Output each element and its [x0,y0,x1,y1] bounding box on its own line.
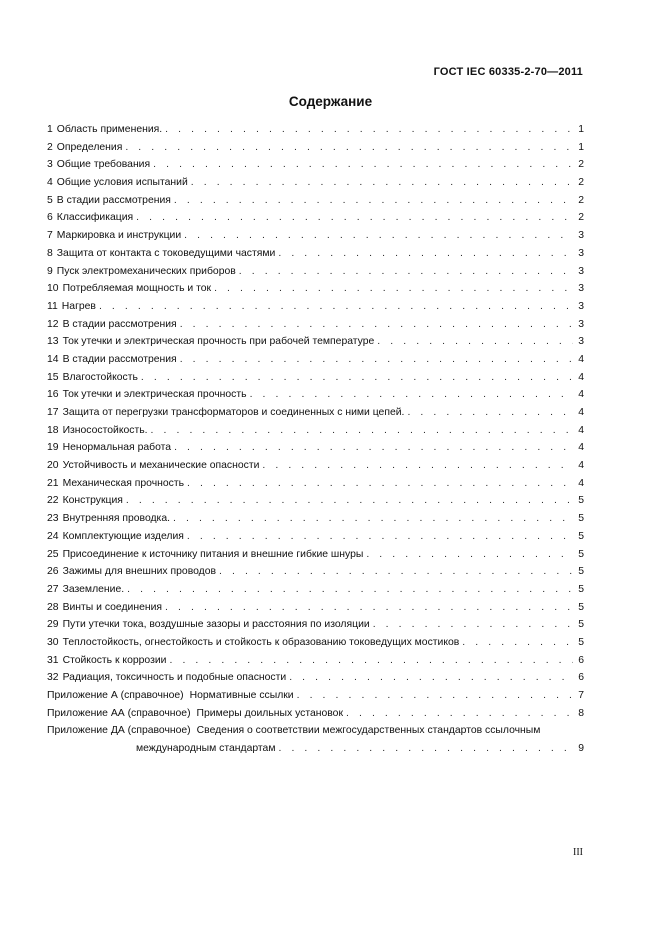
toc-appendix-aa[interactable] [47,705,584,723]
toc-entry-label: Общие условия испытаний [56,177,188,189]
toc-entry-label: Ненормальная работа [62,442,172,454]
toc-entry[interactable] [47,492,584,510]
toc-entry-page: 1 [578,124,584,135]
toc-entry-page: 4 [578,407,584,418]
toc-entry-number: 25 [47,548,59,560]
toc-entry-number: 9 [47,265,53,277]
toc-entry-page: 2 [578,159,584,171]
toc-appendix-da-cont[interactable] [47,740,584,758]
toc-entry-number: 2 [47,141,53,153]
toc-entry[interactable] [47,139,584,157]
dot-leader [214,280,573,298]
document-code: ГОСТ IEC 60335-2-70—2011 [433,66,583,78]
toc-entry-label: Ток утечки и электрическая прочность при рабочей температуре [62,336,375,348]
toc-entry-label: В стадии рассмотрения [62,353,177,365]
toc-entry-number: 15 [47,371,59,383]
dot-leader [180,351,573,369]
dot-leader [373,616,573,634]
toc-entry-number: 18 [47,424,59,436]
toc-entry-number: 13 [47,336,59,348]
dot-leader [289,669,573,687]
toc-entry-page: 4 [578,442,584,454]
dot-leader [174,192,573,210]
toc-entry[interactable] [47,581,584,599]
toc-entry-label: В стадии рассмотрения [56,194,171,206]
toc-entry-page: 5 [578,548,584,560]
toc-entry-number: 16 [47,389,59,401]
toc-entry-page: 6 [578,672,584,684]
toc-entry[interactable] [47,369,584,387]
toc-entry[interactable] [47,404,584,422]
toc-entry-page: 4 [578,371,584,383]
appendix-page: 7 [578,690,584,701]
toc-entry-page: 4 [578,353,584,365]
toc-entry-page: 3 [578,300,584,312]
page-title: Содержание [288,94,373,109]
toc-entry-label: Радиация, токсичность и подобные опасности [62,672,287,684]
toc-entry-label: Заземление. [62,583,125,595]
toc-entry-number: 6 [47,212,53,224]
dot-leader [125,139,573,157]
dot-leader [250,386,573,404]
toc-entry[interactable] [47,333,584,351]
toc-entry[interactable] [47,245,584,263]
toc-entry[interactable] [47,174,584,192]
dot-leader [165,599,573,617]
toc-entry-page: 2 [578,194,584,206]
toc-entry[interactable] [47,227,584,245]
toc-entry-label: Внутренняя проводка. [62,513,170,525]
toc-entry-number: 24 [47,530,59,542]
toc-entry-number: 26 [47,566,59,578]
toc-entry-label: Защита от контакта с токоведущими частями [56,247,276,259]
toc-entry-page: 3 [578,265,584,277]
toc-entry[interactable] [47,192,584,210]
toc-entry-number: 20 [47,460,59,472]
toc-entry-number: 17 [47,407,59,418]
toc-entry[interactable] [47,422,584,440]
toc-entry-number: 32 [47,672,59,684]
dot-leader [169,652,573,670]
toc-entry-page: 3 [578,283,584,295]
toc-entry-label: Защита от перегрузки трансформаторов и соединенных с ними цепей. [62,407,405,418]
dot-leader [174,439,573,457]
toc-entry-label: Пуск электромеханических приборов [56,265,236,277]
dot-leader [262,457,573,475]
appendix-page: 9 [578,743,584,755]
toc-entry-label: Потребляемая мощность и ток [62,283,212,295]
toc-entry-label: Конструкция [62,495,123,507]
toc-entry-page: 5 [578,601,584,613]
toc-entry-number: 10 [47,283,59,295]
toc-entry[interactable] [47,563,584,581]
appendix-prefix: Приложение А (справочное) [47,690,184,701]
toc-entry-page: 3 [578,336,584,348]
toc-entry-page: 5 [578,513,584,525]
toc-entry-number: 11 [47,300,58,312]
appendix-label: Примеры доильных установок [196,707,344,719]
toc-entry-number: 3 [47,159,53,171]
toc-entry[interactable] [47,652,584,670]
toc-entry-label: Влагостойкость [62,371,138,383]
toc-appendix-da[interactable] [47,722,584,740]
toc-entry-label: Общие требования [56,159,151,171]
toc-entry-number: 22 [47,495,59,507]
toc-entry-page: 1 [578,141,584,153]
toc-entry-page: 5 [578,566,584,578]
dot-leader [184,227,573,245]
toc-entry-number: 14 [47,353,59,365]
dot-leader [377,333,573,351]
toc-entry-number: 30 [47,636,59,648]
toc-entry-number: 7 [47,230,53,242]
toc-entry[interactable] [47,616,584,634]
dot-leader [219,563,573,581]
toc-entry-page: 4 [578,460,584,472]
toc-entry-page: 5 [578,530,584,542]
toc-entry-page: 4 [578,477,584,489]
dot-leader [191,174,573,192]
toc-entry-page: 5 [578,636,584,648]
toc-entry-number: 28 [47,601,59,613]
toc-entry-number: 27 [47,583,59,595]
toc-entry-number: 12 [47,318,59,330]
toc-entry-number: 1 [47,124,53,135]
dot-leader [187,475,573,493]
toc-entry-page: 3 [578,318,584,330]
dot-leader [136,209,573,227]
toc-entry-page: 5 [578,583,584,595]
toc-entry-label: Винты и соединения [62,601,163,613]
toc-entry-number: 4 [47,177,53,189]
toc-entry-page: 4 [578,389,584,401]
toc-entry-page: 2 [578,212,584,224]
dot-leader [187,528,573,546]
toc-entry-label: Область применения. [56,124,163,135]
dot-leader [346,705,573,723]
toc-entry-number: 21 [47,477,59,489]
dot-leader [239,263,573,281]
toc-entry-number: 8 [47,247,53,259]
dot-leader [173,510,573,528]
appendix-page: 8 [578,707,584,719]
toc-entry-label: Стойкость к коррозии [62,654,167,666]
dot-leader [141,369,573,387]
appendix-prefix: Приложение АА (справочное) [47,707,191,719]
toc-entry[interactable] [47,156,584,174]
toc-entry-page: 3 [578,247,584,259]
toc-entry-label: Теплостойкость, огнестойкость и стойкость к образованию токоведущих мостиков [62,636,460,648]
dot-leader [366,546,573,564]
toc-entry[interactable] [47,298,584,316]
toc-entry-number: 31 [47,654,59,666]
toc-entry[interactable] [47,386,584,404]
dot-leader [278,245,573,263]
toc-entry-page: 3 [578,230,584,242]
toc-appendix-a[interactable] [47,687,584,705]
toc-entry-page: 5 [578,619,584,631]
toc-entry[interactable] [47,457,584,475]
toc-sections [47,121,584,687]
dot-leader [462,634,573,652]
dot-leader [127,581,573,599]
toc-entry-page: 5 [578,495,584,507]
appendix-label-line1: Сведения о соответствии межгосударственных стандартов ссылочным [196,725,541,737]
toc-entry-number: 29 [47,619,59,631]
toc-entry-number: 23 [47,513,59,525]
dot-leader [151,422,573,440]
toc-entry-label: Определения [56,141,123,153]
toc-entry-label: Нагрев [61,300,96,312]
dot-leader [407,404,573,422]
toc-entry[interactable] [47,351,584,369]
page-number-roman: III [573,847,583,858]
toc-entry[interactable] [47,599,584,617]
toc-entry[interactable] [47,475,584,493]
toc-entry[interactable] [47,546,584,564]
toc-entry[interactable] [47,669,584,687]
toc-entry-number: 19 [47,442,59,454]
toc-entry-label: Комплектующие изделия [62,530,184,542]
toc-entry-label: Классификация [56,212,134,224]
toc-entry[interactable] [47,121,584,139]
toc-entry-label: В стадии рассмотрения [62,318,177,330]
table-of-contents [47,121,584,758]
toc-entry[interactable] [47,209,584,227]
toc-entry[interactable] [47,316,584,334]
toc-entry[interactable] [47,634,584,652]
toc-entry[interactable] [47,528,584,546]
toc-entry-label: Присоединение к источнику питания и внешние гибкие шнуры [62,548,364,560]
toc-entry-label: Механическая прочность [62,477,184,489]
appendix-prefix: Приложение ДА (справочное) [47,725,191,737]
toc-entry-page: 6 [578,654,584,666]
dot-leader [153,156,573,174]
dot-leader [126,492,573,510]
appendix-label-line2: международным стандартам [136,743,276,755]
toc-entry[interactable] [47,280,584,298]
toc-entry[interactable] [47,439,584,457]
dot-leader [297,687,573,705]
dot-leader [99,298,573,316]
toc-entry-label: Устойчивость и механические опасности [62,460,260,472]
toc-entry-label: Износостойкость. [62,424,148,436]
dot-leader [180,316,573,334]
toc-entry-label: Маркировка и инструкции [56,230,182,242]
toc-entry[interactable] [47,263,584,281]
toc-entry-number: 5 [47,194,53,206]
toc-entry-label: Ток утечки и электрическая прочность [62,389,247,401]
dot-leader [165,121,573,139]
toc-entry-page: 4 [578,424,584,436]
toc-entry-label: Зажимы для внешних проводов [62,566,217,578]
toc-entry-page: 2 [578,177,584,189]
dot-leader [278,740,573,758]
appendix-label: Нормативные ссылки [189,690,294,701]
toc-entry[interactable] [47,510,584,528]
toc-entry-label: Пути утечки тока, воздушные зазоры и расстояния по изоляции [62,619,370,631]
